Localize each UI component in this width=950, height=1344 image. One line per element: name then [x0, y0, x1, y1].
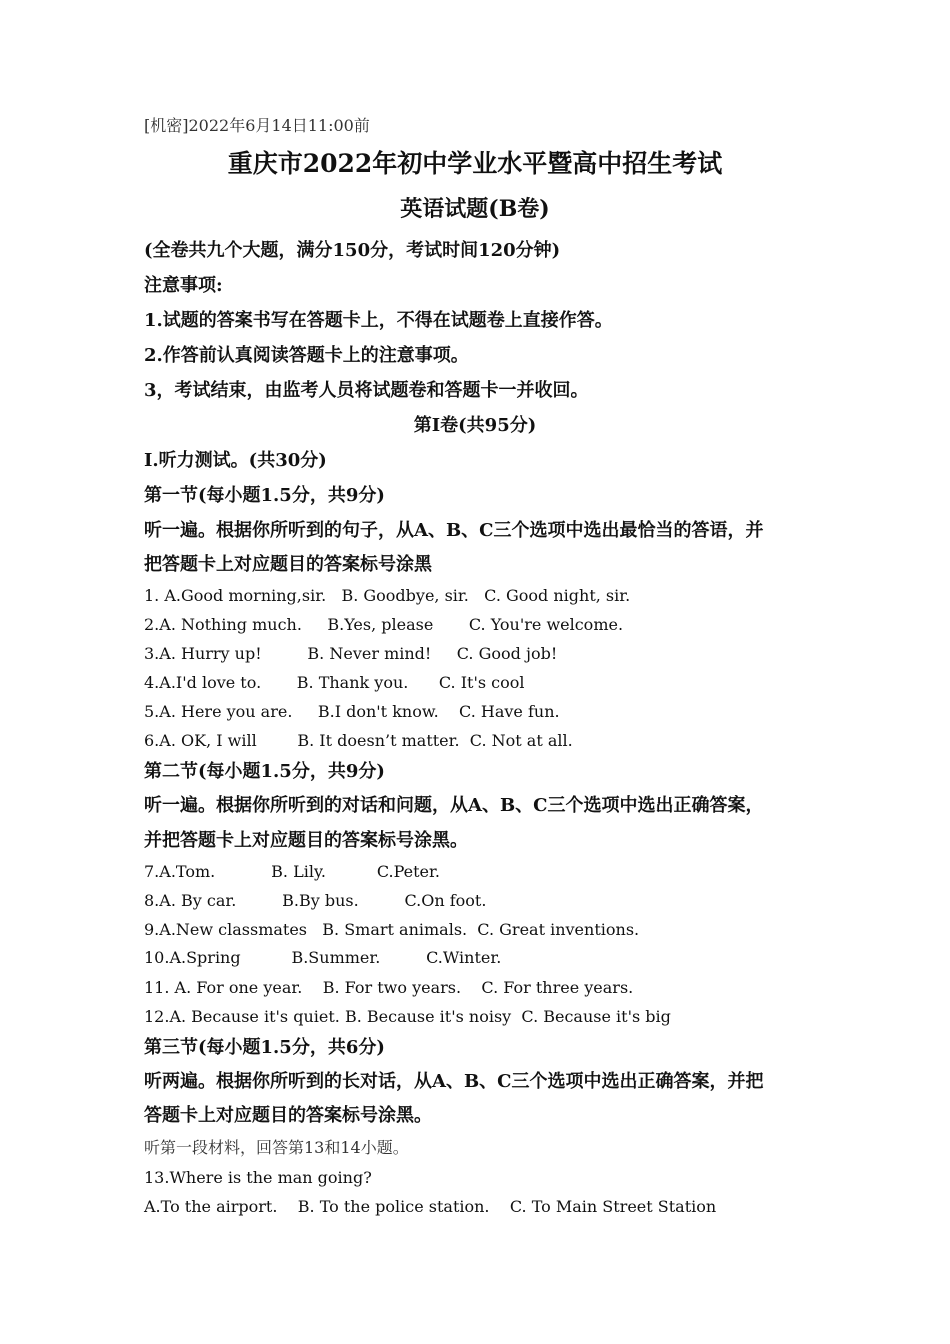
- exam-subtitle: 英语试题(B卷): [400, 196, 550, 222]
- section-one-instruction: 把答题卡上对应题目的答案标号涂黑: [144, 554, 432, 575]
- part-one-heading: 第I卷(共95分): [413, 415, 537, 436]
- notice-item: 2.作答前认真阅读答题卡上的注意事项。: [144, 345, 469, 366]
- exam-total-info: (全卷共九个大题，满分150分，考试时间120分钟): [144, 240, 561, 261]
- section-two-instruction: 并把答题卡上对应题目的答案标号涂黑。: [144, 830, 468, 851]
- question-line: 4.A.I'd love to. B. Thank you. C. It's cool: [144, 673, 525, 692]
- question-line: 7.A.Tom. B. Lily. C.Peter.: [144, 862, 440, 881]
- section-three-instruction: 答题卡上对应题目的答案标号涂黑。: [144, 1105, 432, 1126]
- section-two-heading: 第二节(每小题1.5分，共9分): [144, 761, 385, 782]
- question-line: 1. A.Good morning,sir. B. Goodbye, sir. C. Good night, sir.: [144, 586, 631, 605]
- section-two-instruction: 听一遍。根据你所听到的对话和问题，从A、B、C三个选项中选出正确答案，: [144, 795, 764, 816]
- question-line: 11. A. For one year. B. For two years. C. For three years.: [144, 978, 634, 997]
- material-note: 听第一段材料，回答第13和14小题。: [144, 1138, 409, 1157]
- question-line: 10.A.Spring B.Summer. C.Winter.: [144, 948, 502, 967]
- section-one-heading: 第一节(每小题1.5分，共9分): [144, 485, 385, 506]
- question-line: 9.A.New classmates B. Smart animals. C. Great inventions.: [144, 920, 640, 939]
- section-one-instruction: 听一遍。根据你所听到的句子，从A、B、C三个选项中选出最恰当的答语，并: [144, 520, 764, 541]
- section-three-heading: 第三节(每小题1.5分，共6分): [144, 1037, 385, 1058]
- notice-item: 1.试题的答案书写在答题卡上，不得在试题卷上直接作答。: [144, 310, 613, 331]
- question-line: 13.Where is the man going?: [144, 1168, 372, 1187]
- section-three-instruction: 听两遍。根据你所听到的长对话，从A、B、C三个选项中选出正确答案，并把: [144, 1071, 764, 1092]
- question-line: 5.A. Here you are. B.I don't know. C. Have fun.: [144, 702, 560, 721]
- notice-heading: 注意事项:: [144, 275, 223, 296]
- question-options: A.To the airport. B. To the police station. C. To Main Street Station: [144, 1197, 717, 1216]
- question-line: 8.A. By car. B.By bus. C.On foot.: [144, 891, 487, 910]
- notice-item: 3，考试结束，由监考人员将试题卷和答题卡一并收回。: [144, 380, 589, 401]
- question-line: 12.A. Because it's quiet. B. Because it's noisy C. Because it's big: [144, 1007, 671, 1026]
- listening-section-title: I.听力测试。(共30分): [144, 450, 327, 471]
- exam-title: 重庆市2022年初中学业水平暨高中招生考试: [227, 149, 723, 178]
- question-line: 3.A. Hurry up! B. Never mind! C. Good job!: [144, 644, 558, 663]
- question-line: 2.A. Nothing much. B.Yes, please C. You're welcome.: [144, 615, 624, 634]
- question-line: 6.A. OK, I will B. It doesn’t matter. C. Not at all.: [144, 731, 573, 750]
- confidential-note: [机密]2022年6月14日11:00前: [144, 116, 370, 135]
